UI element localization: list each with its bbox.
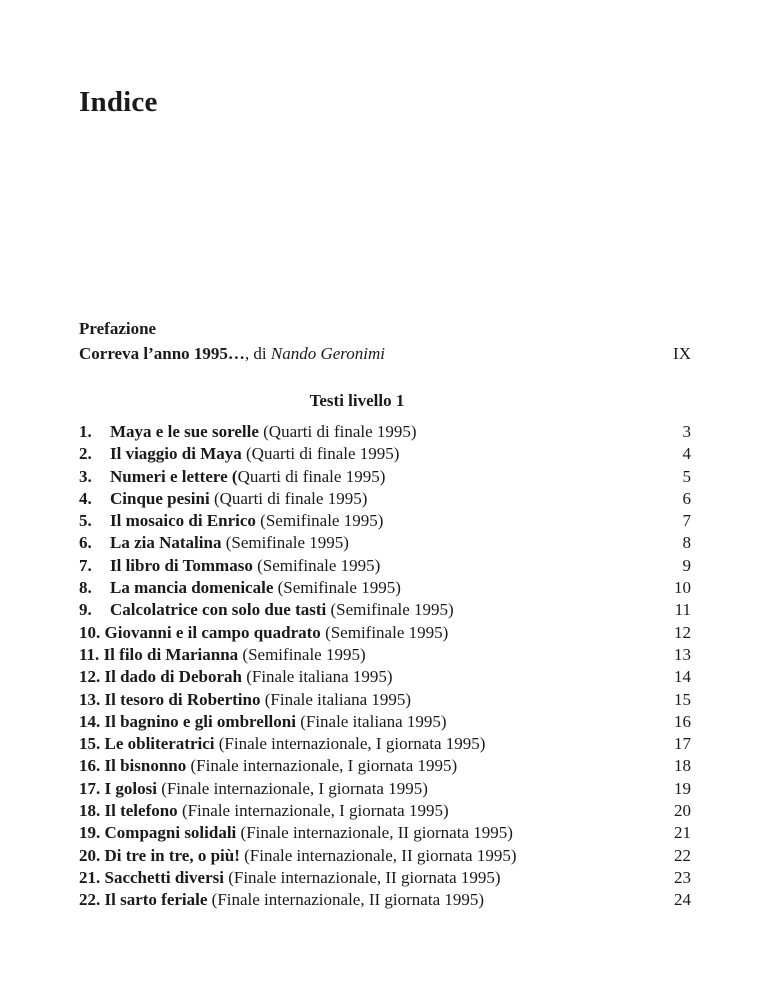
toc-entry-page: 16 — [674, 711, 691, 731]
toc-entry-title: Compagni solidali — [104, 823, 237, 843]
toc-entry-text — [79, 822, 513, 844]
toc-entry-number: 8. — [79, 578, 92, 598]
toc-entry-note: (Semifinale 1995) — [273, 578, 401, 598]
toc-entry-page: 22 — [674, 845, 691, 865]
toc-entry-note: (Finale internazionale, II giornata 1995) — [207, 890, 485, 910]
toc-entry[interactable] — [79, 510, 691, 532]
toc-entry-page: 7 — [682, 511, 691, 531]
toc-entry-text — [79, 711, 447, 733]
toc-entry-number: 11. — [79, 644, 100, 664]
toc-entry-number: 17. — [79, 778, 101, 798]
toc-entry[interactable] — [79, 488, 691, 510]
toc-entry-text — [79, 889, 484, 911]
toc-entry-number: 2. — [79, 444, 92, 464]
toc-entry-text — [79, 510, 383, 532]
toc-entry-number: 21. — [79, 867, 101, 887]
toc-entry-note: (Finale internazionale, I giornata 1995) — [156, 778, 428, 798]
toc-entry-text — [79, 466, 385, 488]
toc-entry[interactable] — [79, 421, 691, 443]
toc-entry-text — [79, 733, 485, 755]
toc-entry[interactable] — [79, 466, 691, 488]
toc-entry[interactable] — [79, 577, 691, 599]
toc-entry-number: 14. — [79, 711, 101, 731]
toc-entry-page: 15 — [674, 689, 691, 709]
toc-entry-number: 4. — [79, 488, 92, 508]
toc-entry[interactable] — [79, 822, 691, 844]
toc-entry-title: Le obliteratrici — [104, 734, 215, 754]
toc-entry-page: 14 — [674, 667, 691, 687]
toc-entry-text — [79, 666, 393, 688]
toc-entry-title: La zia Natalina — [110, 533, 222, 553]
toc-entry-note: (Quarti di finale 1995) — [209, 488, 368, 508]
toc-entry-note: (Finale italiana 1995) — [260, 689, 412, 709]
toc-entry-number: 22. — [79, 890, 101, 910]
toc-entry-note: (Finale internazionale, I giornata 1995) — [214, 734, 486, 754]
toc-entry-note: (Finale italiana 1995) — [241, 667, 393, 687]
toc-entry-title: Giovanni e il campo quadrato — [104, 622, 321, 642]
toc-entry-page: 17 — [674, 734, 691, 754]
toc-entry[interactable] — [79, 711, 691, 733]
toc-entry-text — [79, 488, 367, 510]
toc-entry-number: 3. — [79, 466, 92, 486]
toc-entry-page: 24 — [674, 890, 691, 910]
toc-entry-note: (Finale italiana 1995) — [295, 711, 447, 731]
toc-entry-text — [79, 532, 349, 554]
toc-entry-note: (Quarti di finale 1995) — [258, 422, 417, 441]
toc-entry-number: 13. — [79, 689, 101, 709]
toc-entry-note: (Finale internazionale, II giornata 1995) — [236, 823, 513, 843]
toc-entry-page: 5 — [682, 466, 691, 486]
toc-entry-note: (Semifinale 1995) — [326, 600, 454, 620]
toc-entry-text — [79, 421, 417, 443]
toc-entry-text — [79, 755, 457, 777]
toc-entry-title: Il libro di Tommaso — [110, 555, 253, 575]
toc-entry-number: 10. — [79, 622, 101, 642]
toc-entry-number: 5. — [79, 511, 92, 531]
preface-block — [79, 316, 691, 366]
toc-entry-title: Il telefono — [104, 801, 178, 821]
toc-entry-text — [79, 778, 428, 800]
toc-entry-text — [79, 644, 366, 666]
preface-heading: Prefazione — [79, 319, 157, 338]
toc-entry-note: (Finale internazionale, II giornata 1995) — [223, 867, 501, 887]
toc-entry-note: (Semifinale 1995) — [238, 644, 366, 664]
toc-entry-note: Quarti di finale 1995) — [237, 466, 386, 486]
toc-entry-page: 4 — [682, 444, 691, 464]
toc-entry-title: Numeri e lettere ( — [110, 466, 238, 486]
toc-entry-title: Maya e le sue sorelle — [110, 422, 259, 441]
toc-entry-page: 23 — [674, 867, 691, 887]
preface-entry-title: Correva l’anno 1995… — [79, 344, 245, 363]
toc-entry-page: 13 — [674, 644, 691, 664]
toc-entry-title: Il mosaico di Enrico — [110, 511, 256, 531]
toc-entry[interactable] — [79, 733, 691, 755]
preface-entry-text — [79, 341, 385, 366]
toc-entry-number: 6. — [79, 533, 92, 553]
toc-entry-title: Il bisnonno — [104, 756, 187, 776]
toc-entry[interactable] — [79, 867, 691, 889]
toc-entry-title: Cinque pesini — [110, 488, 210, 508]
toc-entry[interactable] — [79, 845, 691, 867]
toc-entry-note: (Finale internazionale, II giornata 1995) — [239, 845, 517, 865]
toc-entry-note: (Semifinale 1995) — [221, 533, 349, 553]
toc-entry[interactable] — [79, 555, 691, 577]
toc-entry-text — [79, 555, 380, 577]
toc-entry-page: 10 — [674, 578, 691, 598]
toc-entry-text — [79, 577, 401, 599]
toc-entry-text — [79, 800, 449, 822]
toc-entry-text — [79, 845, 517, 867]
toc-entry[interactable] — [79, 644, 691, 666]
toc-entry-number: 1. — [79, 422, 92, 441]
toc-entry[interactable] — [79, 889, 691, 911]
toc-entry-number: 7. — [79, 555, 92, 575]
preface-entry[interactable] — [79, 341, 691, 366]
toc-entry-page: 6 — [682, 488, 691, 508]
toc-entry-title: Il tesoro di Robertino — [104, 689, 261, 709]
toc-entry-text — [79, 443, 399, 465]
toc-entry-number: 19. — [79, 823, 101, 843]
toc-entry[interactable] — [79, 599, 691, 621]
preface-entry-page: IX — [673, 344, 691, 363]
preface-entry-separator: , di — [244, 344, 271, 363]
toc-entry[interactable] — [79, 755, 691, 777]
toc-entry[interactable] — [79, 800, 691, 822]
toc-entry-title: Il dado di Deborah — [104, 667, 242, 687]
toc-entry-page: 11 — [674, 600, 691, 620]
toc-entry[interactable] — [79, 689, 691, 711]
toc-list — [79, 421, 691, 912]
toc-entry-title: Il viaggio di Maya — [110, 444, 242, 464]
toc-entry-page: 3 — [682, 422, 691, 441]
toc-entry-page: 19 — [674, 778, 691, 798]
toc-entry-note: (Semifinale 1995) — [320, 622, 449, 642]
toc-entry-note: (Finale internazionale, I giornata 1995) — [186, 756, 458, 776]
toc-entry-title: Il bagnino e gli ombrelloni — [104, 711, 296, 731]
toc-entry-number: 9. — [79, 600, 92, 620]
toc-entry-page: 8 — [682, 533, 691, 553]
toc-entry-title: Il sarto feriale — [104, 890, 208, 910]
preface-entry-author: Nando Geronimi — [270, 344, 386, 363]
toc-entry-note: (Semifinale 1995) — [255, 511, 384, 531]
toc-entry-text — [79, 867, 501, 889]
toc-entry-number: 16. — [79, 756, 101, 776]
toc-entry-number: 18. — [79, 801, 101, 821]
toc-entry-page: 21 — [674, 823, 691, 843]
section-heading: Testi livello 1 — [309, 391, 405, 410]
toc-entry-note: (Finale internazionale, I giornata 1995) — [177, 801, 449, 821]
toc-entry-title: Il filo di Marianna — [103, 644, 239, 664]
toc-entry-text — [79, 599, 454, 621]
toc-entry-title: La mancia domenicale — [110, 578, 274, 598]
toc-entry[interactable] — [79, 443, 691, 465]
toc-entry-title: Di tre in tre, o più! — [104, 845, 240, 865]
toc-entry[interactable] — [79, 532, 691, 554]
toc-entry-page: 9 — [682, 555, 691, 575]
toc-entry-title: Calcolatrice con solo due tasti — [110, 600, 327, 620]
toc-entry-title: Sacchetti diversi — [104, 867, 224, 887]
toc-entry-page: 12 — [674, 622, 691, 642]
toc-entry-page: 20 — [674, 801, 691, 821]
toc-entry[interactable] — [79, 778, 691, 800]
toc-entry-note: (Semifinale 1995) — [252, 555, 381, 575]
page-title: Indice — [79, 86, 158, 118]
toc-entry-note: (Quarti di finale 1995) — [241, 444, 400, 464]
toc-entry[interactable] — [79, 666, 691, 688]
toc-entry-number: 20. — [79, 845, 101, 865]
toc-entry-text — [79, 689, 411, 711]
toc-entry-page: 18 — [674, 756, 691, 776]
toc-entry-text — [79, 622, 448, 644]
toc-entry-title: I golosi — [104, 778, 157, 798]
toc-entry-number: 15. — [79, 734, 101, 754]
toc-entry[interactable] — [79, 622, 691, 644]
toc-entry-number: 12. — [79, 667, 101, 687]
